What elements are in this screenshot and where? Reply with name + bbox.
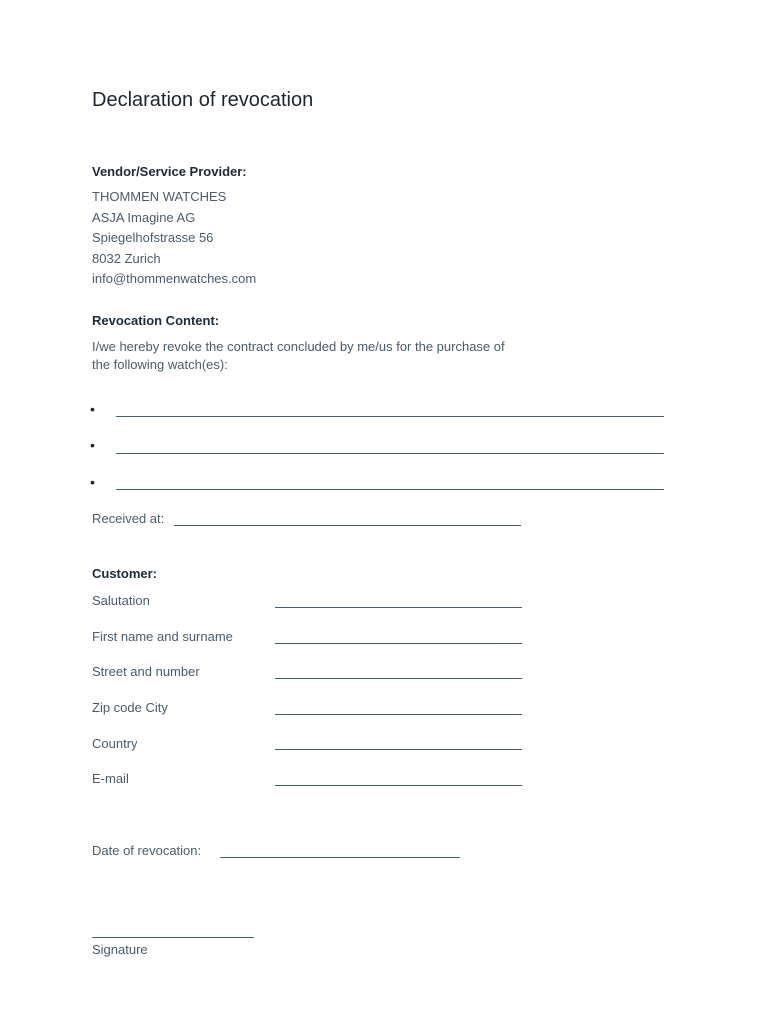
street-field[interactable]: [275, 678, 522, 679]
country-field[interactable]: [275, 749, 522, 750]
vendor-line-city: 8032 Zurich: [92, 250, 161, 266]
revocation-heading: Revocation Content:: [92, 313, 220, 328]
received-at-label: Received at:: [92, 511, 165, 526]
bullet-icon: •: [90, 474, 95, 490]
customer-heading: Customer:: [92, 566, 158, 581]
signature-label: Signature: [92, 942, 148, 957]
name-field[interactable]: [275, 643, 522, 644]
bullet-icon: •: [90, 401, 95, 417]
revocation-text: I/we hereby revoke the contract concluded by me/us for the purchase of the following watch(es):: [92, 339, 505, 372]
vendor-heading: Vendor/Service Provider:: [92, 164, 247, 179]
watch-line-3[interactable]: [116, 489, 664, 490]
date-label: Date of revocation:: [92, 843, 202, 858]
vendor-line-email: info@thommenwatches.com: [92, 271, 257, 286]
email-field[interactable]: [275, 785, 522, 786]
zip-city-label: Zip code City: [92, 700, 168, 715]
watch-line-1[interactable]: [116, 416, 664, 417]
vendor-line-entity: ASJA Imagine AG: [92, 209, 196, 225]
signature-line[interactable]: [92, 937, 254, 938]
bullet-icon: •: [90, 437, 95, 453]
country-label: Country: [92, 736, 138, 751]
date-line[interactable]: [220, 857, 460, 858]
vendor-line-street: Spiegelhofstrasse 56: [92, 230, 214, 245]
street-label: Street and number: [92, 664, 200, 679]
name-label: First name and surname: [92, 629, 233, 644]
vendor-address: [92, 187, 256, 290]
salutation-field[interactable]: [275, 607, 522, 608]
zip-city-field[interactable]: [275, 714, 522, 715]
salutation-label: Salutation: [92, 593, 150, 608]
email-label: E-mail: [92, 771, 129, 786]
received-at-line[interactable]: [174, 525, 521, 526]
watch-line-2[interactable]: [116, 453, 664, 454]
vendor-line-company: THOMMEN WATCHES: [92, 189, 227, 204]
page-title: Declaration of revocation: [92, 89, 314, 111]
